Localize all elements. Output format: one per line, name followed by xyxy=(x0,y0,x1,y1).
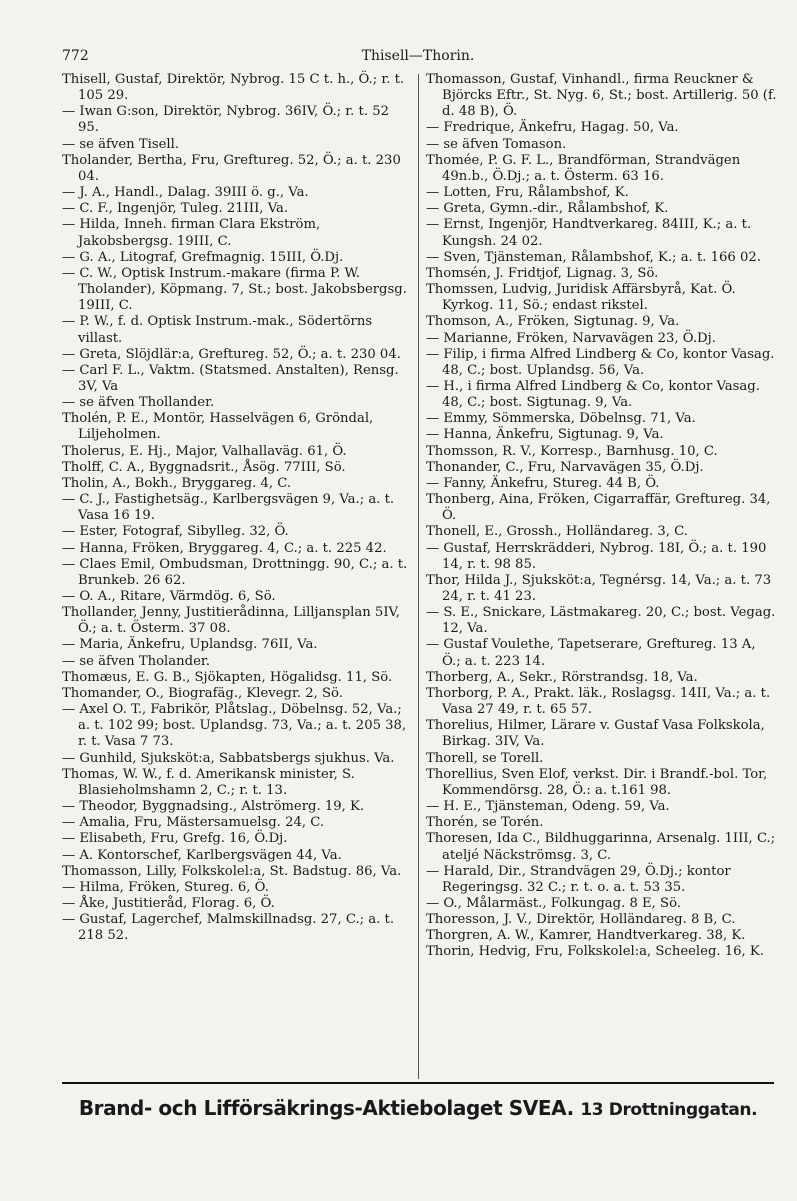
directory-entry: Tholén, P. E., Montör, Hasselvägen 6, Gröndal, Liljeholmen. xyxy=(62,411,374,443)
directory-entry: Thomander, O., Biografäg., Klevegr. 2, Sö. xyxy=(62,685,343,701)
directory-columns xyxy=(62,72,777,1080)
directory-entry: — Axel O. T., Fabrikör, Plåtslag., Döbelnsg. 52, Va.; a. t. 102 99; bost. Uplandsg. 73, Va.; a. t. 205 38, r. t. Vasa 7 73. xyxy=(62,702,407,750)
page-header xyxy=(62,48,774,70)
directory-entry: — Filip, i firma Alfred Lindberg & Co, kontor Vasag. 48, C.; bost. Uplandsg. 56, Va. xyxy=(426,346,775,378)
directory-entry: — O., Målarmäst., Folkungag. 8 E, Sö. xyxy=(426,895,681,911)
directory-entry: — H., i firma Alfred Lindberg & Co, kontor Vasag. 48, C.; bost. Sigtunag. 9, Va. xyxy=(426,378,760,411)
directory-entry: — Amalia, Fru, Mästersamuelsg. 24, C. xyxy=(62,815,325,831)
directory-entry: — Ester, Fotograf, Sibylleg. 32, Ö. xyxy=(62,524,289,540)
advertisement-banner xyxy=(62,1096,774,1120)
directory-entry: — Gustaf, Herrskrädderi, Nybrog. 18I, Ö.; a. t. 190 14, r. t. 98 85. xyxy=(426,540,767,572)
directory-entry: Thorén, se Torén. xyxy=(426,815,544,831)
column-divider xyxy=(418,74,419,1079)
directory-entry: — Lotten, Fru, Rålambshof, K. xyxy=(426,185,629,201)
directory-entry: Thollander, Jenny, Justitierådinna, Lilljansplan 5IV, Ö.; a. t. Österm. 37 08. xyxy=(62,605,400,637)
directory-entry: Thomasson, Lilly, Folkskolel:a, St. Badstug. 86, Va. xyxy=(62,863,402,879)
directory-entry: — C. W., Optisk Instrum.-makare (firma P. W. Tholander), Köpmang. 7, St.; bost. Jakobsbergsg. 19III, C. xyxy=(62,265,407,314)
directory-entry: — Åke, Justitieråd, Florag. 6, Ö. xyxy=(62,895,275,911)
directory-entry: — Hilma, Fröken, Stureg. 6, Ö. xyxy=(62,879,269,895)
directory-entry: — Fanny, Änkefru, Stureg. 44 B, Ö. xyxy=(426,475,660,491)
directory-entry: — Gunhild, Sjuksköt:a, Sabbatsbergs sjukhus. Va. xyxy=(62,750,395,766)
directory-entry: — S. E., Snickare, Lästmakareg. 20, C.; bost. Vegag. 12, Va. xyxy=(426,605,776,637)
directory-entry: Thorberg, A., Sekr., Rörstrandsg. 18, Va. xyxy=(426,669,698,685)
directory-entry: Thisell, Gustaf, Direktör, Nybrog. 15 C t. h., Ö.; r. t. 105 29. xyxy=(62,72,405,104)
directory-entry: — Claes Emil, Ombudsman, Drottningg. 90, C.; a. t. Brunkeb. 26 62. xyxy=(62,556,408,588)
directory-entry: — Greta, Gymn.-dir., Rålambshof, K. xyxy=(426,201,669,217)
directory-entry: Thomsson, R. V., Korresp., Barnhusg. 10, C. xyxy=(426,443,718,459)
directory-entry: Thomssen, Ludvig, Juridisk Affärsbyrå, Kat. Ö. Kyrkog. 11, Sö.; endast rikstel. xyxy=(426,282,736,314)
directory-entry: Thonberg, Aina, Fröken, Cigarraffär, Greftureg. 34, Ö. xyxy=(426,492,771,524)
directory-entry: — C. J., Fastighetsäg., Karlbergsvägen 9, Va.; a. t. Vasa 16 19. xyxy=(62,492,395,524)
directory-entry: — Harald, Dir., Strandvägen 29, Ö.Dj.; kontor Regeringsg. 32 C.; r. t. o. a. t. 53 35. xyxy=(426,863,731,895)
directory-entry: — C. F., Ingenjör, Tuleg. 21III, Va. xyxy=(62,201,289,217)
directory-entry: Thorelius, Hilmer, Lärare v. Gustaf Vasa Folkskola, Birkag. 3IV, Va. xyxy=(426,718,765,750)
directory-entry: Thorin, Hedvig, Fru, Folkskolel:a, Scheeleg. 16, K. xyxy=(426,944,764,960)
directory-entry: Thomæus, E. G. B., Sjökapten, Högalidsg. 11, Sö. xyxy=(62,669,393,685)
directory-entry: Tholff, C. A., Byggnadsrit., Åsög. 77III, Sö. xyxy=(62,459,346,475)
right-column xyxy=(426,72,778,961)
directory-entry: — se äfven Tomason. xyxy=(426,136,567,152)
directory-entry: Thor, Hilda J., Sjuksköt:a, Tegnérsg. 14, Va.; a. t. 73 24, r. t. 41 23. xyxy=(426,572,772,604)
footer-rule xyxy=(62,1082,774,1084)
directory-entry: Thorell, se Torell. xyxy=(426,750,544,766)
directory-entry: — G. A., Litograf, Grefmagnig. 15III, Ö.Dj. xyxy=(62,249,344,265)
directory-entry: — Hanna, Änkefru, Sigtunag. 9, Va. xyxy=(426,427,664,443)
directory-entry: — Greta, Slöjdlär:a, Greftureg. 52, Ö.; a. t. 230 04. xyxy=(62,346,401,362)
page-number: 772 xyxy=(62,48,89,64)
directory-entry: — P. W., f. d. Optisk Instrum.-mak., Södertörns villast. xyxy=(62,314,373,346)
directory-entry: — Elisabeth, Fru, Grefg. 16, Ö.Dj. xyxy=(62,831,288,847)
advertisement-address: 13 Drottninggatan. xyxy=(580,1100,758,1120)
directory-entry: Tholerus, E. Hj., Major, Valhallaväg. 61, Ö. xyxy=(62,443,347,459)
directory-entry: — se äfven Tisell. xyxy=(62,136,180,152)
advertisement-text: Brand- och Lifförsäkrings-Aktiebolaget SVEA. xyxy=(78,1096,574,1120)
directory-entry: — Sven, Tjänsteman, Rålambshof, K.; a. t. 166 02. xyxy=(426,249,761,265)
directory-entry: — Gustaf Voulethe, Tapetserare, Greftureg. 13 A, Ö.; a. t. 223 14. xyxy=(426,637,756,669)
directory-entry: — J. A., Handl., Dalag. 39III ö. g., Va. xyxy=(62,185,309,201)
directory-entry: Thoresson, J. V., Direktör, Holländareg. 8 B, C. xyxy=(426,912,736,928)
directory-entry: — A. Kontorschef, Karlbergsvägen 44, Va. xyxy=(62,847,342,863)
directory-entry: Thomasson, Gustaf, Vinhandl., firma Reuckner & Björcks Eftr., St. Nyg. 6, St.; bost. Artillerig. 50 (f. d. 48 B), Ö. xyxy=(426,72,777,120)
directory-entry: — se äfven Thollander. xyxy=(62,395,215,411)
directory-entry: Thomson, A., Fröken, Sigtunag. 9, Va. xyxy=(426,314,680,330)
directory-entry: — Carl F. L., Vaktm. (Statsmed. Anstalten), Rensg. 3V, Va xyxy=(62,362,399,394)
directory-entry: — Maria, Änkefru, Uplandsg. 76II, Va. xyxy=(62,637,318,653)
directory-entry: — Gustaf, Lagerchef, Malmskillnadsg. 27, C.; a. t. 218 52. xyxy=(62,912,395,944)
directory-entry: Thorellius, Sven Elof, verkst. Dir. i Brandf.-bol. Tor, Kommendörsg. 28, Ö.: a. t.161 98. xyxy=(426,766,768,798)
directory-entry: Tholin, A., Bokh., Bryggareg. 4, C. xyxy=(62,475,292,491)
directory-entry: Thorborg, P. A., Prakt. läk., Roslagsg. 14II, Va.; a. t. Vasa 27 49, r. t. 65 57. xyxy=(426,685,771,718)
directory-entry: Thomsén, J. Fridtjof, Lignag. 3, Sö. xyxy=(426,265,659,281)
directory-entry: Thomas, W. W., f. d. Amerikansk minister, S. Blasieholmshamn 2, C.; r. t. 13. xyxy=(62,766,355,798)
directory-entry: — O. A., Ritare, Värmdög. 6, Sö. xyxy=(62,589,276,604)
directory-entry: Thomée, P. G. F. L., Brandförman, Strandvägen 49n.b., Ö.Dj.; a. t. Österm. 63 16. xyxy=(426,152,741,184)
directory-entry: — Ernst, Ingenjör, Handtverkareg. 84III, K.; a. t. Kungsh. 24 02. xyxy=(426,217,752,249)
left-column xyxy=(62,72,414,944)
directory-entry: — Hanna, Fröken, Bryggareg. 4, C.; a. t. 225 42. xyxy=(62,540,387,556)
directory-entry: — H. E., Tjänsteman, Odeng. 59, Va. xyxy=(426,799,670,815)
directory-entry: — Marianne, Fröken, Narvavägen 23, Ö.Dj. xyxy=(426,330,716,346)
directory-entry: — Emmy, Sömmerska, Döbelnsg. 71, Va. xyxy=(426,411,696,427)
directory-entry: Thonell, E., Grossh., Holländareg. 3, C. xyxy=(426,524,688,540)
running-head: Thisell—Thorin. xyxy=(361,48,475,64)
directory-entry: Thorgren, A. W., Kamrer, Handtverkareg. 38, K. xyxy=(426,928,746,944)
directory-entry: — Hilda, Inneh. firman Clara Ekström, Jakobsbergsg. 19III, C. xyxy=(62,217,321,249)
directory-entry: — Iwan G:son, Direktör, Nybrog. 36IV, Ö.; r. t. 52 95. xyxy=(62,104,390,136)
directory-entry: — se äfven Tholander. xyxy=(62,653,210,669)
directory-entry: Thonander, C., Fru, Narvavägen 35, Ö.Dj. xyxy=(426,459,704,475)
directory-entry: Tholander, Bertha, Fru, Greftureg. 52, Ö.; a. t. 230 04. xyxy=(62,152,401,184)
directory-entry: Thoresen, Ida C., Bildhuggarinna, Arsenalg. 1III, C.; ateljé Näckströmsg. 3, C. xyxy=(426,831,776,863)
directory-entry: — Theodor, Byggnadsing., Alströmerg. 19, K. xyxy=(62,799,365,815)
directory-entry: — Fredrique, Änkefru, Hagag. 50, Va. xyxy=(426,120,679,136)
